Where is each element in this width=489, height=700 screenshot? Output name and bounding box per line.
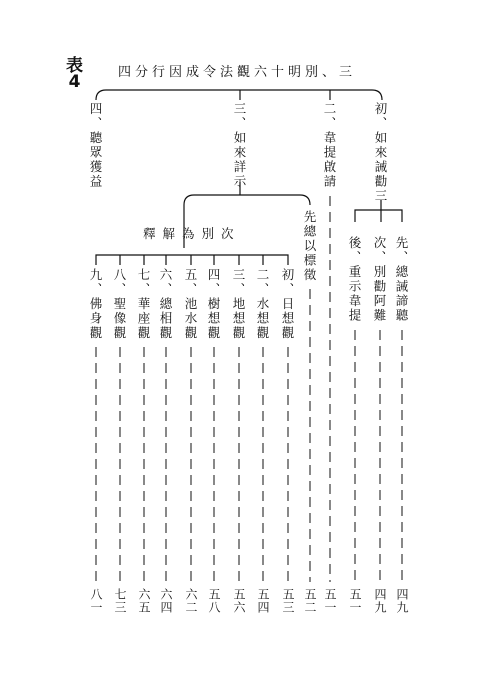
contemplation-c5-label: 六、總相觀 [158, 268, 173, 341]
branch-b1-label: 二、韋提啟請 [322, 102, 337, 189]
sub-s01-page: 四九 [373, 588, 387, 614]
sub-s21-label: 釋解為別次 [143, 226, 241, 241]
contemplation-c4-page: 六二 [184, 588, 198, 614]
sub-s20-label: 先總以標徵 [302, 210, 317, 283]
sub-s02-page: 五一 [348, 588, 362, 614]
contemplation-c7-page: 七三 [113, 588, 127, 614]
contemplation-c2-label: 三、地想觀 [231, 268, 246, 341]
branch-b3-label: 四、聽眾獲益 [88, 102, 103, 189]
sub-s00-page: 四九 [395, 588, 409, 614]
contemplation-c8-label: 九、佛身觀 [88, 268, 103, 341]
contemplation-bracket [96, 255, 288, 265]
diagram-title: 四分行因成令法觀六十明別、三 [118, 65, 357, 80]
table-label [66, 58, 83, 90]
contemplation-c6-page: 六五 [137, 588, 151, 614]
branch-b2-label: 三、如來詳示 [232, 102, 247, 189]
sub-s01-label: 次、別勸阿難 [372, 236, 387, 323]
sub-s20-page: 五二 [303, 588, 317, 614]
contemplation-c0-page: 五三 [281, 588, 295, 614]
sub-b2-bracket [184, 195, 310, 205]
contemplation-c5-page: 六四 [159, 588, 173, 614]
contemplation-c6-label: 七、華座觀 [136, 268, 151, 341]
contemplation-c1-label: 二、水想觀 [255, 268, 270, 341]
table-label-word: 表 [66, 56, 83, 76]
contemplation-c3-page: 五八 [207, 588, 221, 614]
table-label-number: 4 [68, 72, 81, 92]
main-bracket [96, 90, 382, 100]
branch-b0-label: 初、如來誡勸三 [373, 102, 388, 204]
branch-b1-page: 五一 [323, 588, 337, 614]
contemplation-c3-label: 四、樹想觀 [206, 268, 221, 341]
contemplation-c1-page: 五四 [256, 588, 270, 614]
contemplation-c7-label: 八、聖像觀 [112, 268, 127, 341]
contemplation-c2-page: 五六 [232, 588, 246, 614]
contemplation-c8-page: 八一 [89, 588, 103, 614]
sub-s00-label: 先、總誡諦聽 [394, 236, 409, 323]
sub-b0-bracket [355, 210, 402, 222]
sub-s02-label: 後、重示韋提 [347, 236, 362, 323]
contemplation-c4-label: 五、池水觀 [183, 268, 198, 341]
contemplation-c0-label: 初、日想觀 [280, 268, 295, 341]
